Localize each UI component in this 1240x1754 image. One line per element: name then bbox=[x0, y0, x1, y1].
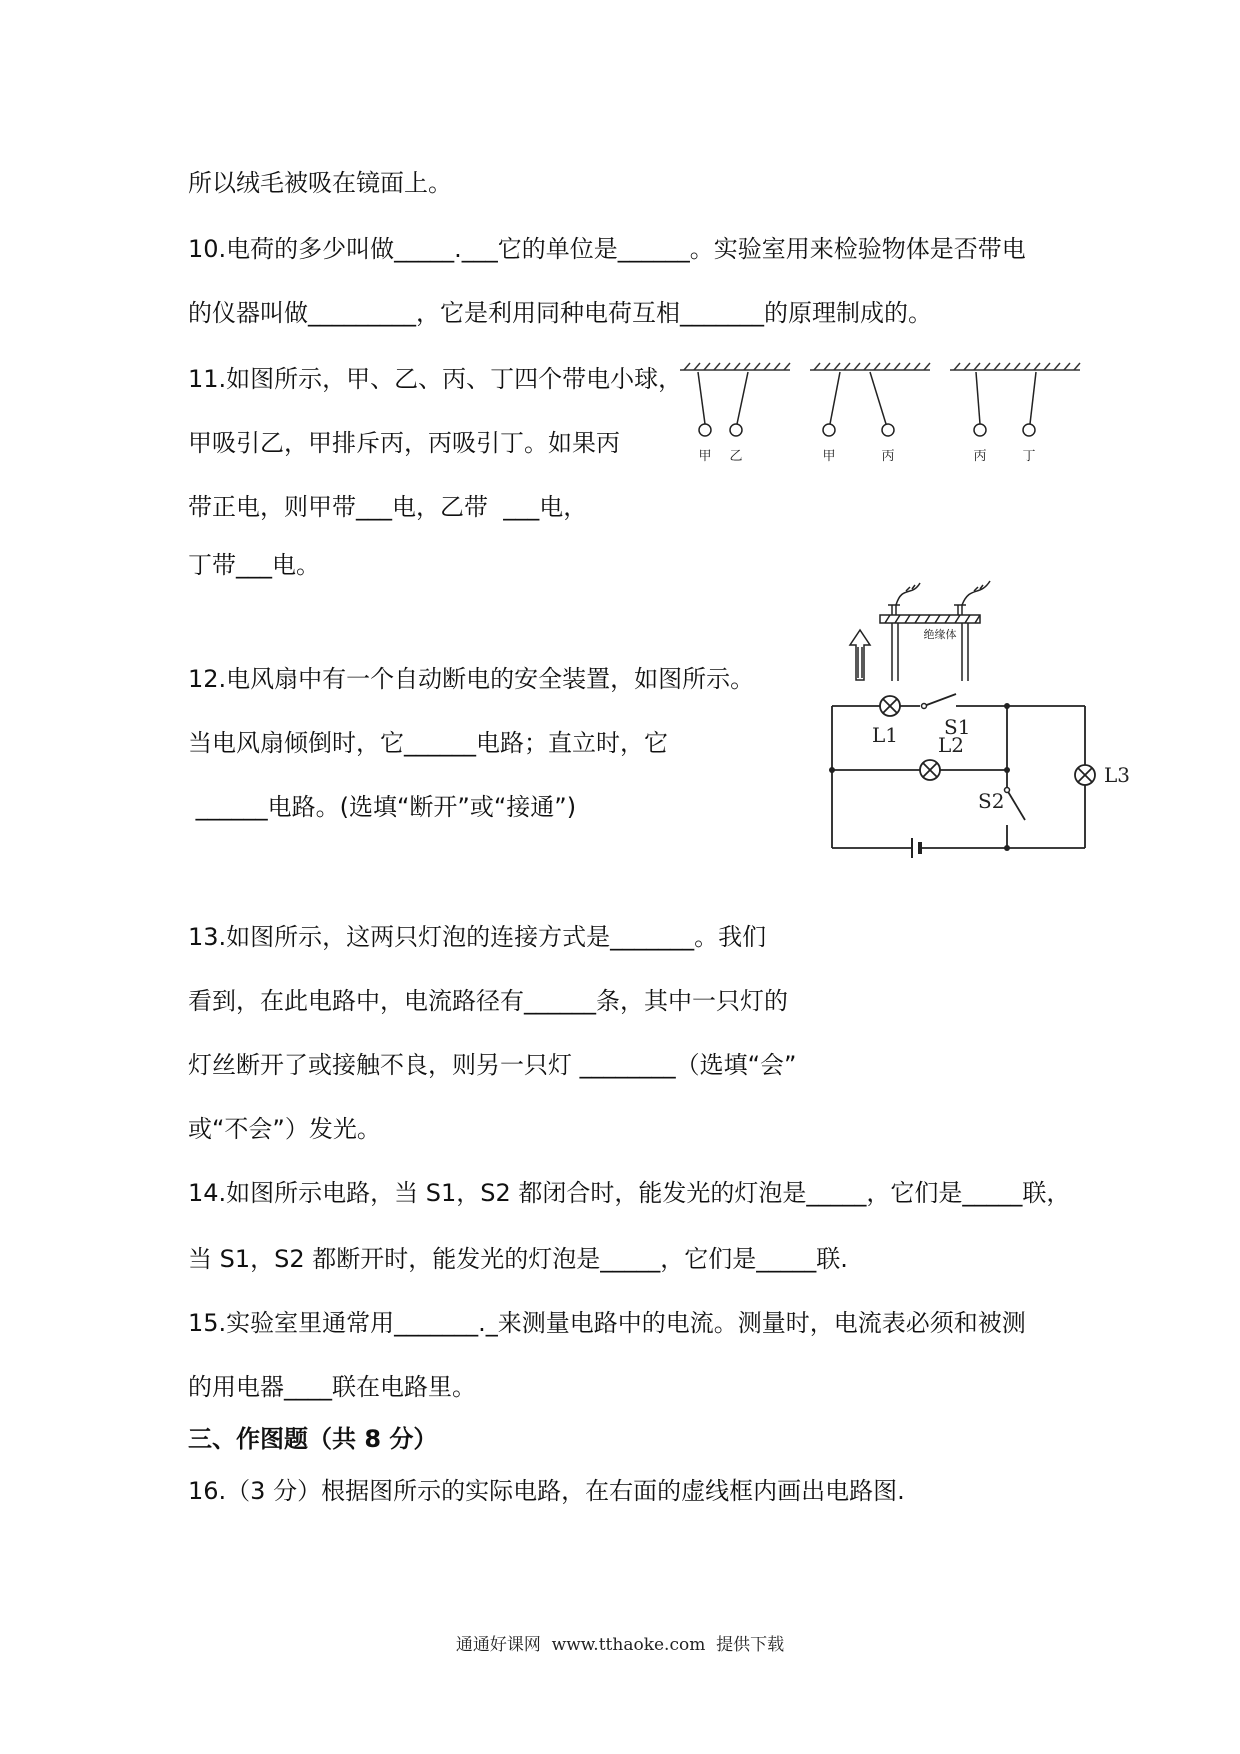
question-16-line-1: 16.（3 分）根据图所示的实际电路，在右面的虚线框内画出电路图. bbox=[188, 1477, 905, 1505]
label-jia-1: 甲 bbox=[698, 449, 712, 464]
battery bbox=[912, 838, 920, 858]
question-11-line-2: 甲吸引乙，甲排斥丙，丙吸引丁。如果丙 bbox=[188, 429, 620, 457]
ceiling-1 bbox=[680, 363, 790, 370]
question-13-line-4: 或“不会”）发光。 bbox=[188, 1115, 381, 1143]
ball-bing-1 bbox=[882, 424, 894, 436]
label-jia-2: 甲 bbox=[822, 449, 836, 464]
ball-bing-2 bbox=[974, 424, 986, 436]
label-ding: 丁 bbox=[1022, 449, 1036, 464]
insulator-plate bbox=[880, 615, 980, 623]
ceiling-3 bbox=[950, 363, 1080, 370]
lamp-l2 bbox=[920, 760, 940, 780]
up-arrow-icon bbox=[850, 630, 870, 680]
question-10-line-2: 的仪器叫做_________，它是利用同种电荷互相_______的原理制成的。 bbox=[188, 299, 932, 327]
label-l1: L1 bbox=[872, 723, 899, 747]
question-15-line-1: 15.实验室里通常用_______._来测量电路中的电流。测量时，电流表必须和被测 bbox=[188, 1309, 1026, 1337]
lamp-l1 bbox=[880, 696, 900, 716]
question-13-line-1: 13.如图所示，这两只灯泡的连接方式是_______。我们 bbox=[188, 923, 767, 951]
question-10-line-1: 10.电荷的多少叫做_____.___它的单位是______。实验室用来检验物体是否带电 bbox=[188, 235, 1026, 263]
safety-switch-figure bbox=[840, 575, 1020, 685]
question-15-line-2: 的用电器____联在电路里。 bbox=[188, 1373, 476, 1401]
page-footer: 通通好课网 www.tthaoke.com 提供下载 bbox=[455, 1635, 785, 1655]
question-11-line-3: 带正电，则甲带___电，乙带 ___电， bbox=[188, 493, 588, 521]
lamp-l3 bbox=[1075, 765, 1095, 785]
question-12-line-2: 当电风扇倾倒时，它______电路；直立时，它 bbox=[188, 729, 668, 757]
ball-jia-2 bbox=[823, 424, 835, 436]
label-s2: S2 bbox=[978, 789, 1005, 813]
circuit-figure bbox=[820, 680, 1150, 865]
question-14-line-2: 当 S1，S2 都断开时，能发光的灯泡是_____，它们是_____联. bbox=[188, 1245, 848, 1273]
label-bing-1: 丙 bbox=[881, 449, 895, 464]
question-11-line-1: 11.如图所示，甲、乙、丙、丁四个带电小球， bbox=[188, 365, 683, 393]
text-line-1: 所以绒毛被吸在镜面上。 bbox=[188, 169, 452, 197]
question-14-line-1: 14.如图所示电路，当 S1，S2 都闭合时，能发光的灯泡是_____，它们是_____联， bbox=[188, 1179, 1071, 1207]
ball-yi bbox=[730, 424, 742, 436]
question-11-line-4: 丁带___电。 bbox=[188, 551, 320, 579]
label-s1: S1 bbox=[944, 715, 971, 739]
ceiling-2 bbox=[810, 363, 930, 370]
ball-jia-1 bbox=[699, 424, 711, 436]
label-l3: L3 bbox=[1104, 763, 1131, 787]
question-13-line-2: 看到，在此电路中，电流路径有______条，其中一只灯的 bbox=[188, 987, 788, 1015]
section-3-heading: 三、作图题（共 8 分） bbox=[188, 1425, 438, 1453]
insulator-label: 绝缘体 bbox=[923, 628, 957, 641]
question-12-line-1: 12.电风扇中有一个自动断电的安全装置，如图所示。 bbox=[188, 665, 755, 693]
label-l2: L2 bbox=[938, 733, 965, 757]
label-bing-2: 丙 bbox=[973, 449, 987, 464]
question-12-line-3: ______电路。(选填“断开”或“接通”) bbox=[188, 793, 577, 821]
question-13-line-3: 灯丝断开了或接触不良，则另一只灯 ________（选填“会” bbox=[188, 1051, 797, 1079]
charged-balls-figure bbox=[660, 360, 1090, 470]
ball-ding bbox=[1023, 424, 1035, 436]
label-yi: 乙 bbox=[729, 449, 743, 464]
